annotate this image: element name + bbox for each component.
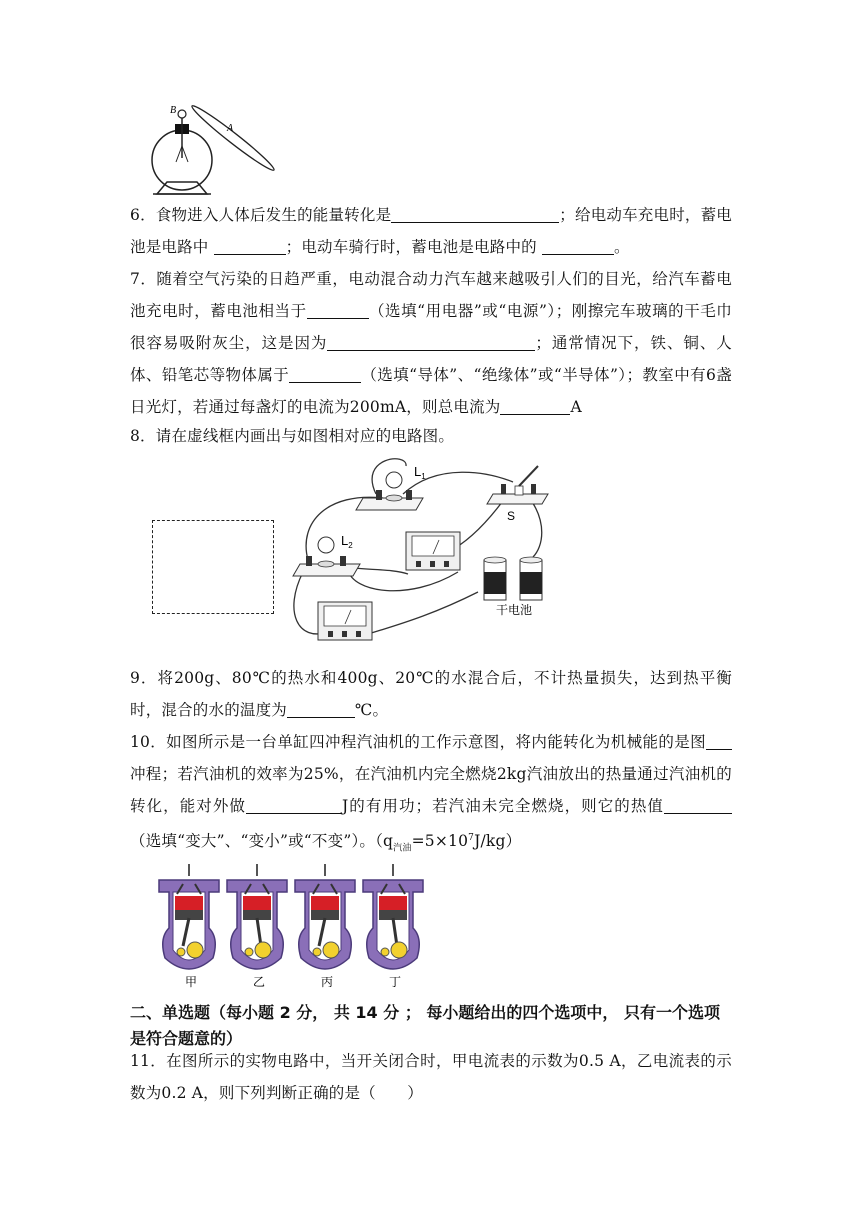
q10-text-3: J的有用功；若汽油未完全燃烧，则它的热值 [341, 797, 664, 815]
circuit-figure [288, 452, 563, 650]
answer-box[interactable] [152, 520, 274, 614]
label-s: S [507, 509, 516, 523]
q10-text-2: 冲程；若汽油机的效率为25%，在汽油机内完全燃烧2kg汽油放出的热量通过汽油机的转化，能对外做 [130, 765, 732, 815]
question-6 [130, 199, 732, 263]
q10-blank-1[interactable] [706, 731, 732, 750]
engine-cylinder [159, 864, 219, 989]
engine-cylinder [295, 864, 355, 989]
engine-label: 丁 [389, 975, 402, 989]
label-l1 [414, 464, 426, 481]
q7-blank-1[interactable] [307, 300, 369, 319]
q7-text-1: 7．随着空气污染的日趋严重，电动混合动力汽车越来越吸引人们的目光，给汽车蓄电池充电时，蓄电池相当于 [130, 270, 732, 320]
q6-blank-1[interactable] [391, 204, 559, 223]
q7-blank-4[interactable] [500, 396, 570, 415]
label-l2-sub: 2 [348, 541, 353, 550]
q10-blank-3[interactable] [664, 795, 732, 814]
engine-cylinder [227, 864, 287, 989]
q8-text: 8．请在虚线框内画出与如图相对应的电路图。 [130, 427, 455, 445]
q6-text-2: ；给电动车充电时，蓄电池是电路中 [130, 206, 733, 256]
question-10 [130, 726, 732, 864]
q7-blank-3[interactable] [289, 364, 361, 383]
question-8 [130, 420, 732, 452]
question-7 [130, 263, 732, 423]
q10-text-1: 10．如图所示是一台单缸四冲程汽油机的工作示意图，将内能转化为机械能的是图 [130, 733, 706, 751]
q6-blank-2[interactable] [214, 236, 286, 255]
q10-sup: 7 [468, 833, 475, 843]
electroscope-figure [145, 98, 285, 198]
engine-label: 丙 [321, 975, 334, 989]
q6-blank-3[interactable] [542, 236, 614, 255]
q10-blank-2[interactable] [246, 795, 342, 814]
q6-text-3: ；电动车骑行时，蓄电池是电路中的 [285, 238, 537, 256]
q10-sub: 汽油 [393, 843, 412, 854]
question-11 [130, 1045, 732, 1109]
q10-text-4: （选填“变大”、“变小”或“不变”）。（q [130, 832, 394, 851]
section-2-title: 二、单选题（每小题 2 分， 共 14 分 ； 每小题给出的四个选项中， 只有一个选项是符合题意的） [130, 1003, 720, 1048]
q7-text-3: ；通常情况下，铁、铜、人体、铅笔芯等物体属于 [130, 334, 732, 384]
label-l2-main: L [341, 533, 349, 548]
question-9 [130, 662, 732, 726]
engine-cylinder [363, 864, 423, 989]
q6-text-1: 6．食物进入人体后发生的能量转化是 [130, 206, 392, 224]
q6-text-4: 。 [614, 238, 630, 256]
q9-blank-1[interactable] [287, 699, 355, 718]
q9-text-1: 9．将200g、80℃的热水和400g、20℃的水混合后，不计热量损失，达到热平衡时，混合的水的温度为 [130, 669, 732, 719]
q7-text-4: （选填“导体”、“绝缘体”或“半导体”）；教室中有6盏日光灯，若通过每盏灯的电流为200mA，则总电流为 [130, 366, 732, 416]
q9-text-2: ℃。 [355, 701, 389, 719]
engine-label: 乙 [253, 975, 266, 989]
q7-blank-2[interactable] [327, 332, 535, 351]
q10-text-6: J/kg） [474, 832, 522, 851]
label-l2 [341, 533, 353, 550]
q7-text-2: （选填“用电器”或“电源”）；刚擦完车玻璃的干毛巾很容易吸附灰尘，这是因为 [130, 302, 733, 352]
label-battery: 干电池 [496, 603, 533, 617]
label-b: B [170, 105, 177, 116]
engine-label: 甲 [185, 975, 198, 989]
label-a: A [227, 123, 234, 134]
label-l1-main: L [414, 464, 422, 479]
q10-text-5: =5×10 [411, 832, 469, 851]
label-l1-sub: 1 [421, 472, 426, 481]
engine-figure [155, 858, 425, 990]
q11-text: 11．在图所示的实物电路中，当开关闭合时，甲电流表的示数为0.5 A，乙电流表的示数为0.2 A，则下列判断正确的是（ ） [130, 1052, 732, 1102]
q7-text-5: A [570, 398, 582, 416]
